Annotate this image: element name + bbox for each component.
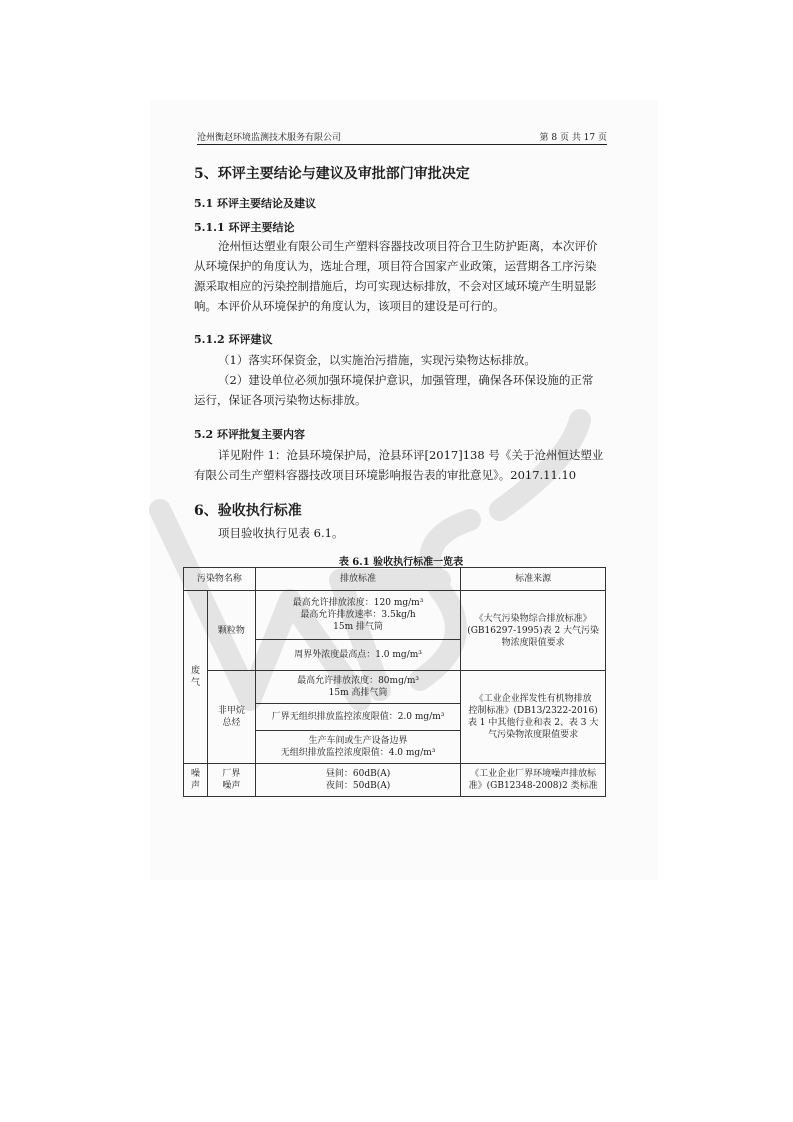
pm-source: 《大气污染物综合排放标准》 (GB16297-1995)表 2 大气污染 物浓度限值要求 — [461, 591, 606, 671]
category-noise: 噪 声 — [184, 764, 208, 797]
page-header — [197, 130, 607, 145]
noise-standard: 昼间：60dB(A) 夜间：50dB(A) — [255, 764, 460, 797]
nmhc-source: 《工业企业挥发性有机物排放 控制标准》(DB13/2322-2016) 表 1 中其他行业和表 2、表 3 大 气污染物浓度限值要求 — [461, 671, 606, 764]
table-header-row — [184, 568, 606, 591]
category-exhaust-gas: 废 气 — [184, 591, 208, 764]
text-line: 源采取相应的污染控制措施后，均可实现达标排放，不会对区域环境产生明显影 — [194, 279, 597, 293]
pm-standard-boundary: 周界外浓度最高点：1.0 mg/m³ — [255, 640, 460, 671]
section-5-1-2-title: 5.1.2 环评建议 — [194, 333, 273, 346]
section-5-2-text — [194, 445, 606, 485]
noise-source: 《工业企业厂界环境噪声排放标 准》(GB12348-2008)2 类标准 — [461, 764, 606, 797]
text-line: （1）落实环保资金，以实施治污措施，实现污染物达标排放。 — [218, 353, 536, 367]
table-caption: 表 6.1 验收执行标准一览表 — [338, 557, 464, 568]
header-page-number: 第 8 页 共 17 页 — [539, 133, 607, 143]
section-6-title: 6、验收执行标准 — [194, 503, 302, 519]
nmhc-standard-stack: 最高允许排放浓度：80mg/m³ 15m 高排气筒 — [255, 671, 460, 704]
text-line: 从环境保护的角度认为，选址合理，项目符合国家产业政策，运营期各工序污染 — [194, 259, 597, 273]
pollutant-boundary-noise: 厂界 噪声 — [207, 764, 255, 797]
text-line: （2）建设单位必须加强环境保护意识，加强管理，确保各环保设施的正常 — [218, 373, 594, 387]
section-6-text: 项目验收执行见表 6.1。 — [218, 526, 344, 540]
text-line: 运行，保证各项污染物达标排放。 — [194, 393, 367, 407]
nmhc-standard-boundary: 厂界无组织排放监控浓度限值：2.0 mg/m³ — [255, 704, 460, 731]
text-line: 详见附件 1：沧县环境保护局，沧县环评[2017]138 号《关于沧州恒达塑业 — [218, 448, 604, 462]
table-row — [184, 591, 606, 640]
header-source: 标准来源 — [461, 568, 606, 591]
standards-table — [183, 567, 606, 797]
section-5-2-title: 5.2 环评批复主要内容 — [194, 428, 305, 441]
pollutant-particulate: 颗粒物 — [207, 591, 255, 671]
text-line: 有限公司生产塑料容器技改项目环境影响报告表的审批意见》。2017.11.10 — [194, 468, 577, 482]
section-5-1-2-text — [194, 350, 606, 410]
section-5-1-1-text — [194, 236, 606, 316]
section-5-1-1-title: 5.1.1 环评主要结论 — [194, 221, 295, 234]
section-5-title: 5、环评主要结论与建议及审批部门审批决定 — [194, 166, 470, 182]
pm-standard-stack: 最高允许排放浓度：120 mg/m³ 最高允许排放速率：3.5kg/h 15m 排气筒 — [255, 591, 460, 640]
table-row — [184, 671, 606, 704]
pollutant-nmhc: 非甲烷 总烃 — [207, 671, 255, 764]
header-standard: 排放标准 — [255, 568, 460, 591]
header-company: 沧州衡赵环境监测技术服务有限公司 — [197, 133, 342, 143]
text-line: 沧州恒达塑业有限公司生产塑料容器技改项目符合卫生防护距离，本次评价 — [218, 239, 598, 253]
table-row — [184, 764, 606, 797]
text-line: 响。本评价从环境保护的角度认为，该项目的建设是可行的。 — [194, 299, 505, 313]
header-pollutant: 污染物名称 — [184, 568, 256, 591]
section-5-1-title: 5.1 环评主要结论及建议 — [194, 197, 316, 210]
nmhc-standard-workshop: 生产车间或生产设备边界 无组织排放监控浓度限值：4.0 mg/m³ — [255, 731, 460, 764]
